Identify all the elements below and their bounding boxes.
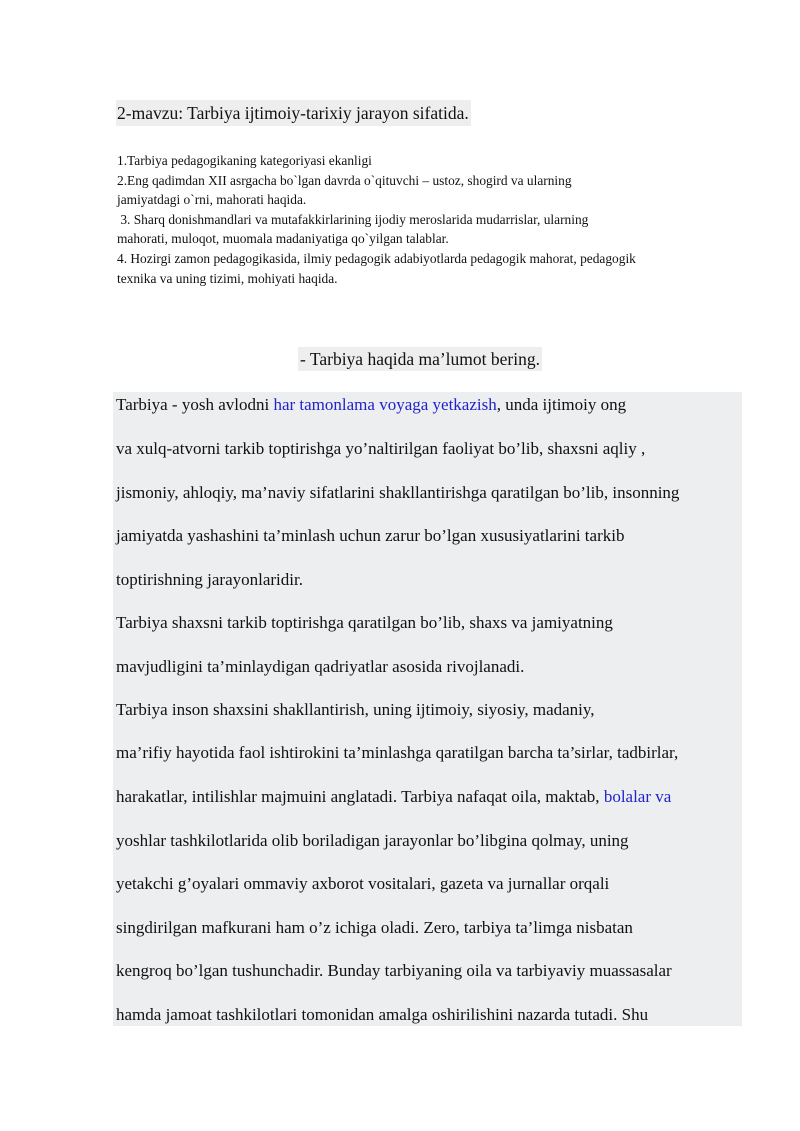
topic-outline <box>117 151 747 288</box>
body-line: yetakchi g’oyalari ommaviy axborot vositalari, gazeta va jurnallar orqali <box>116 874 610 893</box>
body-line: va xulq-atvorni tarkib toptirishga yo’naltirilgan faoliyat bo’lib, shaxsni aqliy , <box>116 439 646 458</box>
highlighted-link-text[interactable]: har tamonlama voyaga yetkazish <box>273 395 497 414</box>
body-line: jamiyatda yashashini ta’minlash uchun zarur bo’lgan xususiyatlarini tarkib <box>116 526 625 545</box>
body-text: harakatlar, intilishlar majmuini anglatadi. Tarbiya nafaqat oila, maktab, <box>116 787 604 806</box>
outline-item: 2.Eng qadimdan XII asrgacha bo`lgan davrda o`qituvchi – ustoz, shogird va ularning <box>117 172 572 188</box>
body-text: Tarbiya - yosh avlodni <box>116 395 274 414</box>
body-line: jismoniy, ahloqiy, ma’naviy sifatlarini shakllantirishga qaratilgan bo’lib, insonning <box>116 483 680 502</box>
outline-item: mahorati, muloqot, muomala madaniyatiga qo`yilgan talablar. <box>117 231 449 247</box>
body-line: toptirishning jarayonlaridir. <box>116 570 303 589</box>
outline-item: 1.Tarbiya pedagogikaning kategoriyasi ekanligi <box>117 153 372 168</box>
outline-item: jamiyatdagi o`rni, mahorati haqida. <box>117 192 307 208</box>
outline-item: 4. Hozirgi zamon pedagogikasida, ilmiy pedagogik adabiyotlarda pedagogik mahorat, pedagogik <box>117 250 636 266</box>
outline-item: 3. Sharq donishmandlari va mutafakkirlarining ijodiy meroslarida mudarrislar, ularning <box>117 211 589 227</box>
body-line: Tarbiya shaxsni tarkib toptirishga qaratilgan bo’lib, shaxs va jamiyatning <box>116 613 613 632</box>
body-line: Tarbiya inson shaxsini shakllantirish, uning ijtimoiy, siyosiy, madaniy, <box>116 700 595 719</box>
body-line: singdirilgan mafkurani ham o’z ichiga oladi. Zero, tarbiya ta’limga nisbatan <box>116 918 633 937</box>
body-text: , unda ijtimoiy ong <box>496 395 627 414</box>
body-line: mavjudligini ta’minlaydigan qadriyatlar asosida rivojlanadi. <box>116 657 525 676</box>
body-line: yoshlar tashkilotlarida olib boriladigan jarayonlar bo’libgina qolmay, uning <box>116 831 629 850</box>
body-line: hamda jamoat tashkilotlari tomonidan amalga oshirilishini nazarda tutadi. Shu <box>116 1005 649 1024</box>
body-line: ma’rifiy hayotida faol ishtirokini ta’minlashga qaratilgan barcha ta’sirlar, tadbirlar, <box>116 743 679 762</box>
body-line: kengroq bo’lgan tushunchadir. Bunday tarbiyaning oila va tarbiyaviy muassasalar <box>116 961 672 980</box>
page-title: 2-mavzu: Tarbiya ijtimoiy-tarixiy jarayon sifatida. <box>116 100 471 126</box>
outline-item: texnika va uning tizimi, mohiyati haqida. <box>117 270 338 286</box>
body-line <box>116 393 626 417</box>
body-text-block <box>113 392 742 1026</box>
question-heading: - Tarbiya haqida ma’lumot bering. <box>300 349 540 369</box>
body-line <box>116 785 671 809</box>
highlighted-link-text[interactable]: bolalar va <box>603 787 672 806</box>
